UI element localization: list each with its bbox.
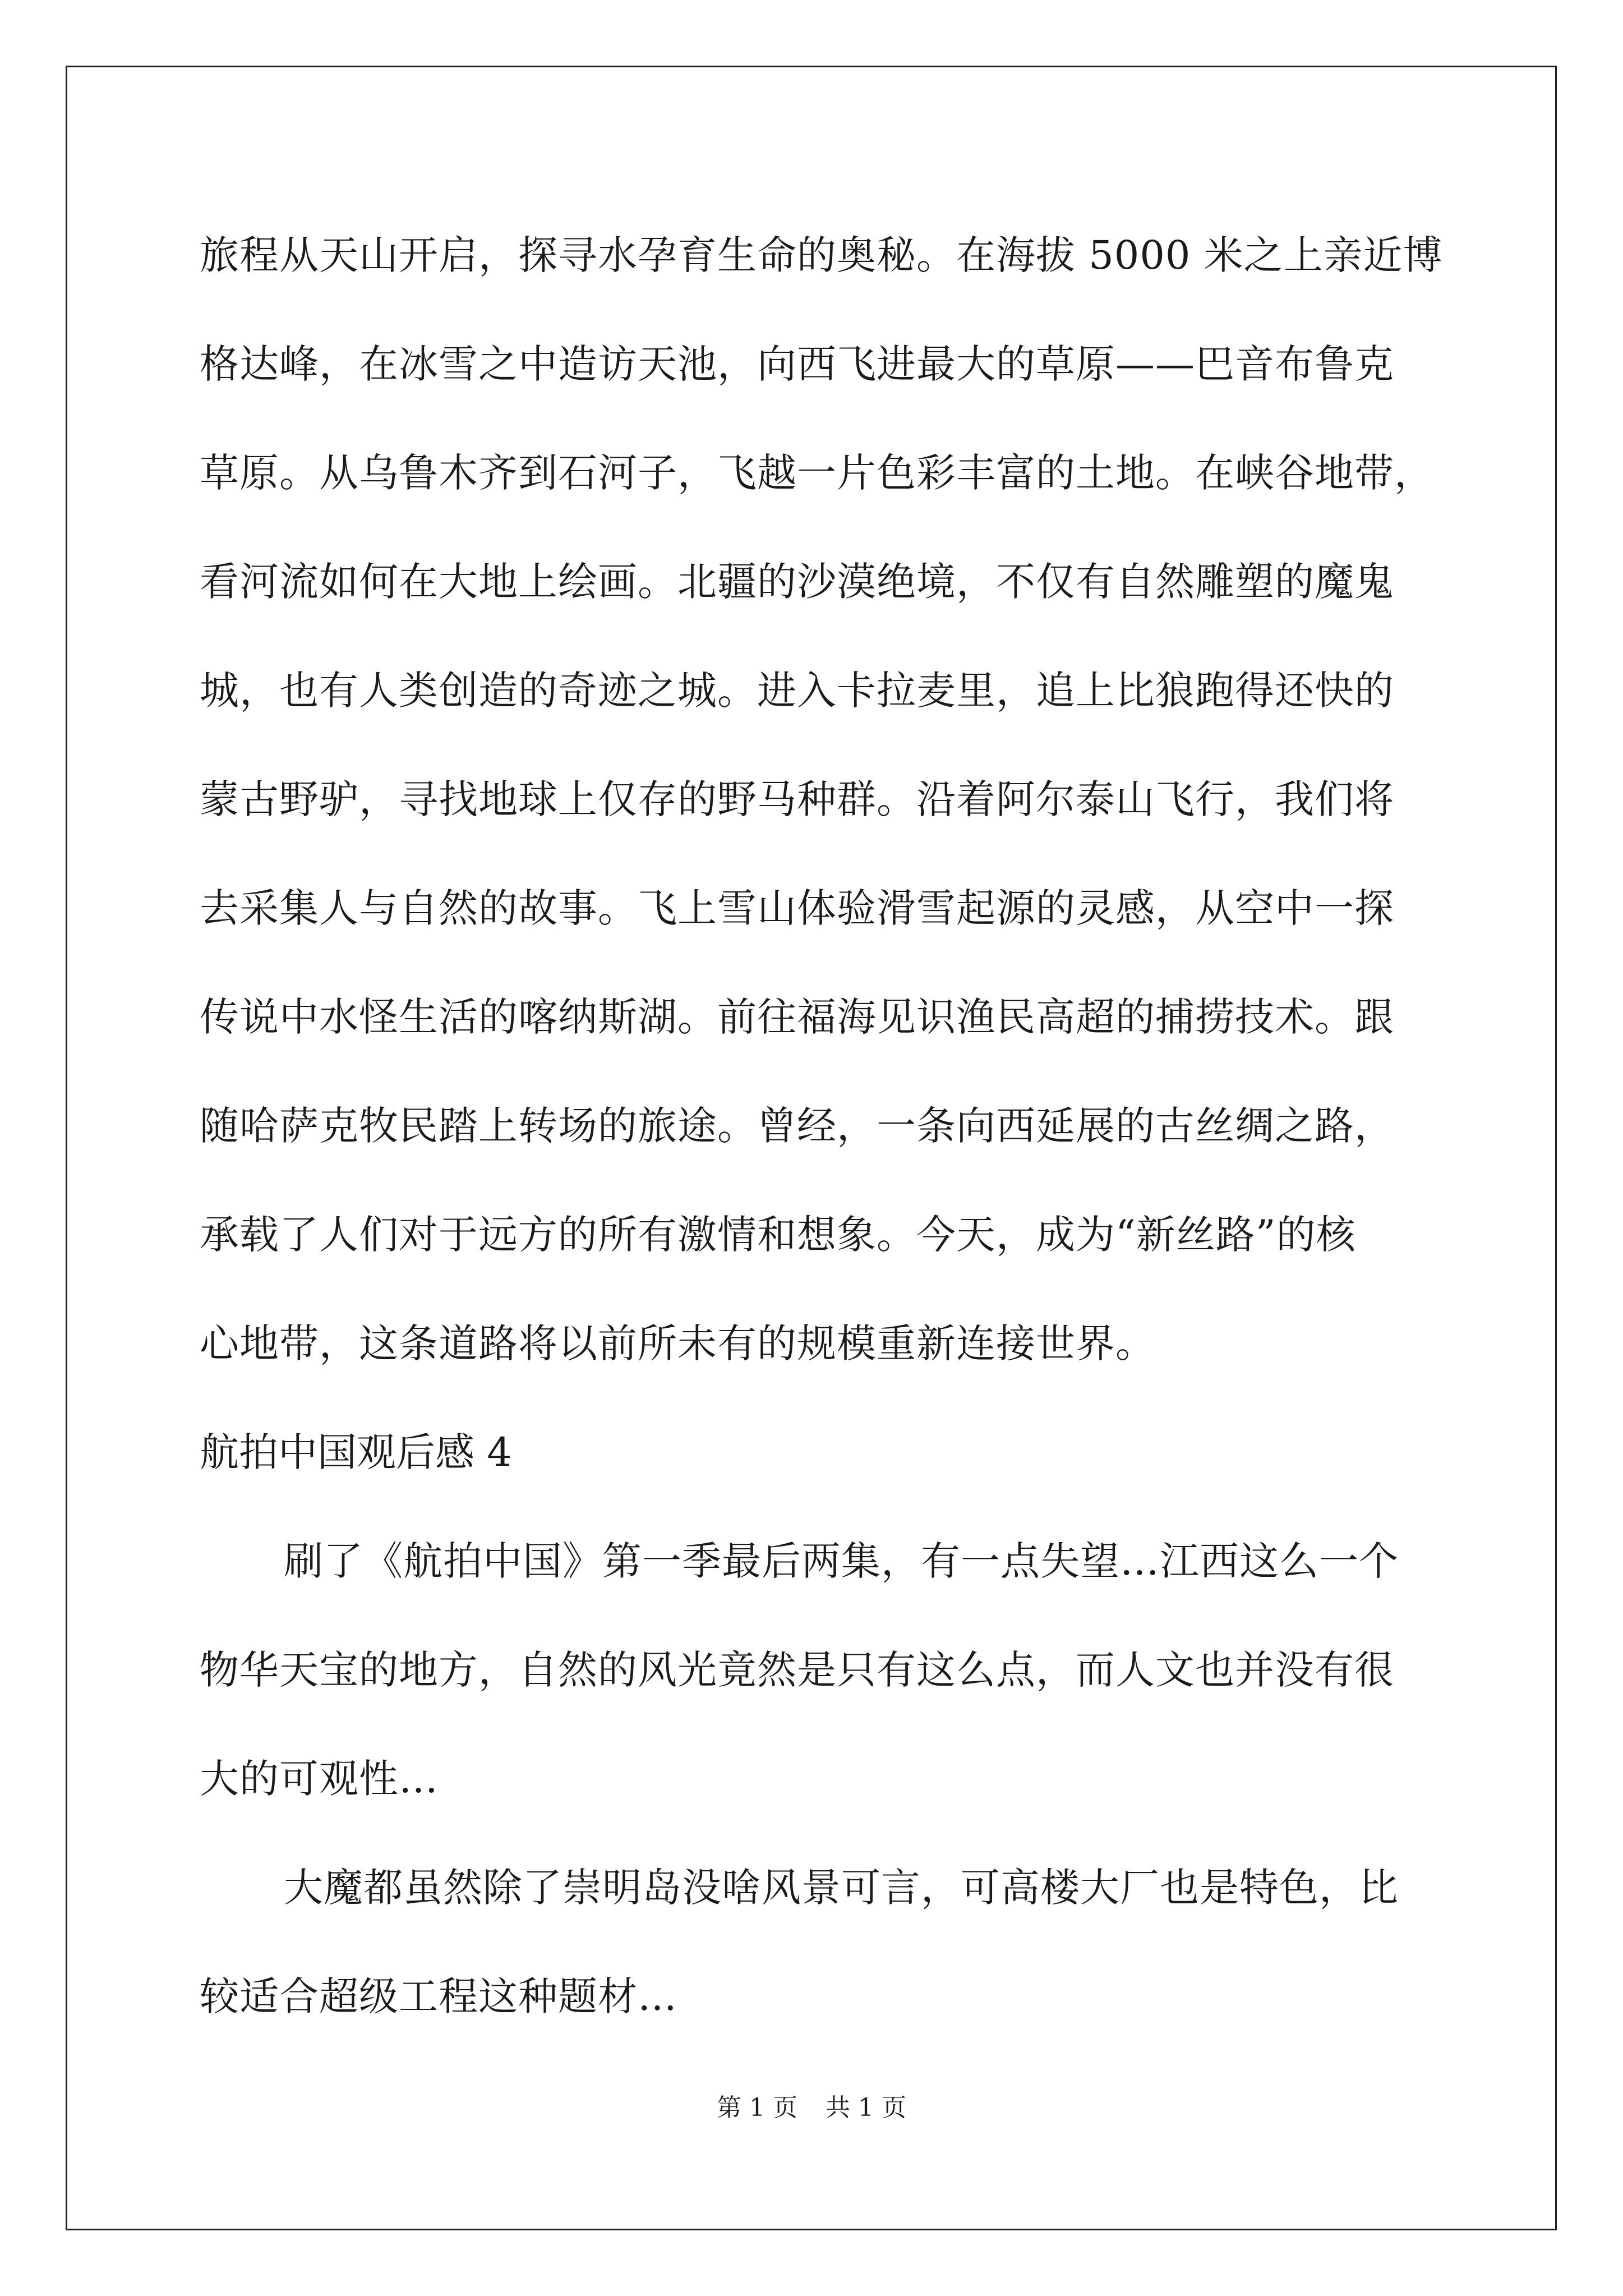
paragraph-line: 草原。从乌鲁木齐到石河子，飞越一片色彩丰富的土地。在峡谷地带， bbox=[200, 450, 1434, 496]
document-body bbox=[200, 201, 1443, 2051]
paragraph-line: 看河流如何在大地上绘画。北疆的沙漠绝境，不仅有自然雕塑的魔鬼 bbox=[200, 559, 1394, 605]
paragraph-1 bbox=[200, 201, 1443, 1398]
paragraph-3 bbox=[200, 1833, 1439, 2051]
paragraph-line: 承载了人们对于远方的所有激情和想象。今天，成为“新丝路”的核 bbox=[200, 1212, 1356, 1258]
paragraph-line: 传说中水怪生活的喀纳斯湖。前往福海见识渔民高超的捕捞技术。跟 bbox=[200, 994, 1394, 1040]
paragraph-2 bbox=[200, 1507, 1439, 1833]
paragraph-line: 随哈萨克牧民踏上转场的旅途。曾经，一条向西延展的古丝绸之路， bbox=[200, 1103, 1394, 1149]
paragraph-line: 刷了《航拍中国》第一季最后两集，有一点失望…江西这么一个 bbox=[284, 1538, 1399, 1584]
paragraph-line: 大魔都虽然除了崇明岛没啥风景可言，可高楼大厂也是特色，比 bbox=[284, 1865, 1399, 1911]
paragraph-line: 物华天宝的地方，自然的风光竟然是只有这么点，而人文也并没有很 bbox=[200, 1647, 1394, 1693]
paragraph-line: 蒙古野驴，寻找地球上仅存的野马种群。沿着阿尔泰山飞行，我们将 bbox=[200, 776, 1394, 822]
paragraph-line: 心地带，这条道路将以前所未有的规模重新连接世界。 bbox=[200, 1320, 1155, 1366]
paragraph-line: 格达峰，在冰雪之中造访天池，向西飞进最大的草原——巴音布鲁克 bbox=[200, 341, 1394, 387]
page-total: 共 1 页 bbox=[826, 2093, 906, 2122]
paragraph-line: 城，也有人类创造的奇迹之城。进入卡拉麦里，追上比狼跑得还快的 bbox=[200, 668, 1394, 714]
page-footer bbox=[0, 2091, 1623, 2125]
paragraph-line: 去采集人与自然的故事。飞上雪山体验滑雪起源的灵感，从空中一探 bbox=[200, 885, 1394, 931]
paragraph-line: 大的可观性… bbox=[200, 1756, 439, 1802]
page-number: 第 1 页 bbox=[717, 2093, 797, 2122]
paragraph-line: 较适合超级工程这种题材… bbox=[200, 1973, 677, 2019]
section-title: 航拍中国观后感 4 bbox=[200, 1429, 512, 1475]
paragraph-line: 旅程从天山开启，探寻水孕育生命的奥秘。在海拔 5000 米之上亲近博 bbox=[200, 232, 1443, 278]
